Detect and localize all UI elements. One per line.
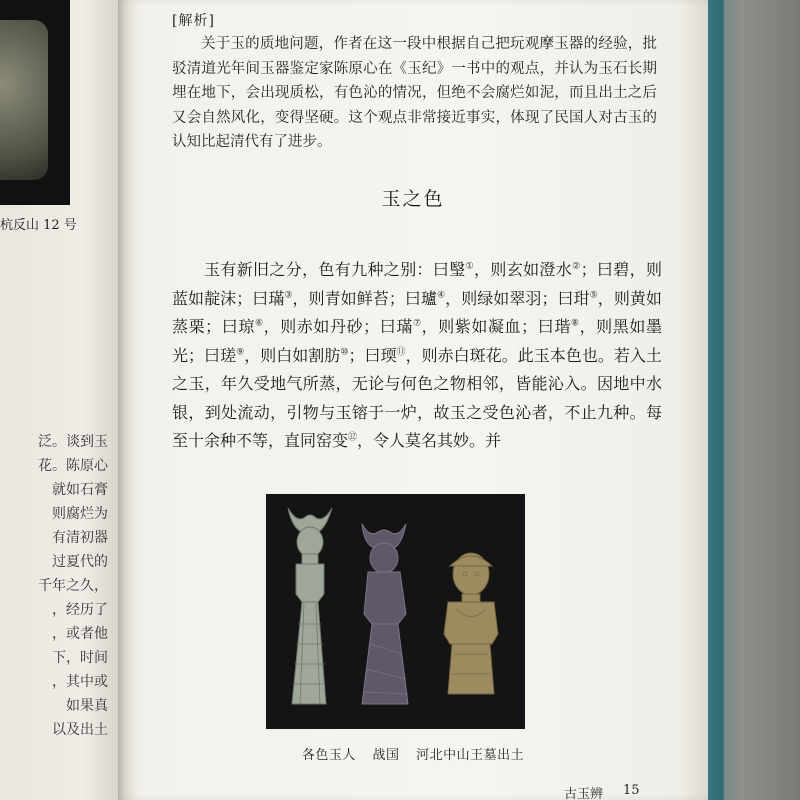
text-run: ，则黑如墨光；曰瑳 xyxy=(172,317,662,365)
previous-page-line: 泛。谈到玉 xyxy=(38,434,108,450)
text-run: ，则黄如蒸栗；曰琼 xyxy=(172,288,662,336)
footnote-marker[interactable]: ③ xyxy=(284,290,293,301)
analysis-text: 关于玉的质地问题，作者在这一段中根据自己把玩观摩玉器的经验，批驳清道光年间玉器鉴定家陈原心在《玉纪》一书中的观点，并认为玉石长期埋在地下，会出现质松，有色沁的情况，但绝不会腐烂如泥，而且出土之后又会自然风化，变得坚硬。这个观点非常接近事实，体现了民国人对古玉的认知比起清代有了进步。 xyxy=(172,36,657,150)
footnote-marker[interactable]: ④ xyxy=(437,290,446,301)
text-run: ，令人莫名其妙。并 xyxy=(357,431,502,450)
footnote-marker[interactable]: ⑧ xyxy=(570,318,580,329)
previous-page-line: 下，时间 xyxy=(52,650,108,666)
main-paragraph xyxy=(172,256,662,456)
caption-name: 各色玉人 xyxy=(301,748,356,763)
footnote-marker[interactable]: ⑩ xyxy=(340,347,349,358)
previous-page-photo xyxy=(0,0,70,205)
previous-page xyxy=(0,0,118,800)
current-page xyxy=(118,0,708,800)
previous-page-caption: 杭反山 12 号 xyxy=(0,218,77,233)
footnote-marker[interactable]: ⑨ xyxy=(236,347,245,358)
previous-page-text xyxy=(0,430,112,742)
text-run: ；曰瑌 xyxy=(348,345,397,365)
previous-page-line: ，其中或 xyxy=(52,674,108,690)
footnote-marker[interactable]: ⑫ xyxy=(348,432,358,443)
text-run: ，则赤白斑花。此玉本色也。若入土之玉，年久受地气所蒸，无论与何色之物相邻，皆能沁入。因地中水银，到处流动，引物与玉镕于一炉，故玉之受色沁者，不止九种。每至十余种不等，直同窑变 xyxy=(172,345,662,450)
footnote-marker[interactable]: ① xyxy=(465,261,475,272)
previous-page-line: 如果真 xyxy=(66,698,108,714)
jade-figures-illustration xyxy=(266,494,525,729)
footnote-marker[interactable]: ⑤ xyxy=(589,290,598,301)
text-run: ；曰碧，则蓝如靛沫；曰璊 xyxy=(172,260,662,308)
caption-period: 战国 xyxy=(372,748,400,763)
text-run: ，则紫如凝血；曰瑎 xyxy=(421,317,571,336)
previous-page-line: 过夏代的 xyxy=(52,554,108,570)
footnote-marker[interactable]: ② xyxy=(572,261,581,272)
analysis-paragraph xyxy=(172,32,657,155)
analysis-heading: [解析] xyxy=(172,13,215,29)
section-title: 玉之色 xyxy=(381,188,445,210)
page-number: 15 xyxy=(623,783,640,798)
jade-artifact-image xyxy=(0,20,48,180)
jade-figures-photo xyxy=(266,494,525,729)
previous-page-line: ，经历了 xyxy=(52,602,108,618)
main-text xyxy=(172,256,662,456)
text-run: ，则青如鲜苔；曰瓐 xyxy=(292,288,438,308)
previous-page-line: ，或者他 xyxy=(52,626,108,642)
footnote-marker[interactable]: ⑥ xyxy=(254,318,264,329)
previous-page-line: 则腐烂为 xyxy=(52,506,108,522)
previous-page-line: 千年之久， xyxy=(38,578,108,594)
previous-page-line: 有清初器 xyxy=(52,530,108,546)
previous-page-line: 花。陈原心 xyxy=(38,458,108,474)
book-cover-edge xyxy=(704,0,800,800)
caption-source: 河北中山王墓出土 xyxy=(416,748,525,763)
footnote-marker[interactable]: ⑦ xyxy=(412,318,422,329)
text-run: 玉有新旧之分，色有九种之别：曰瑿 xyxy=(204,260,466,279)
running-footer-title: 古玉辨 xyxy=(564,787,604,800)
previous-page-line: 以及出土 xyxy=(52,722,108,738)
previous-page-line: 就如石膏 xyxy=(52,482,108,498)
text-run: ，则绿如翠羽；曰玵 xyxy=(445,288,590,308)
photo-caption xyxy=(118,744,708,763)
text-run: ，则白如割肪 xyxy=(244,345,341,365)
footnote-marker[interactable]: ⑪ xyxy=(396,347,406,358)
text-run: ，则赤如丹砂；曰璊 xyxy=(263,317,413,336)
text-run: ，则玄如澄水 xyxy=(474,260,573,279)
